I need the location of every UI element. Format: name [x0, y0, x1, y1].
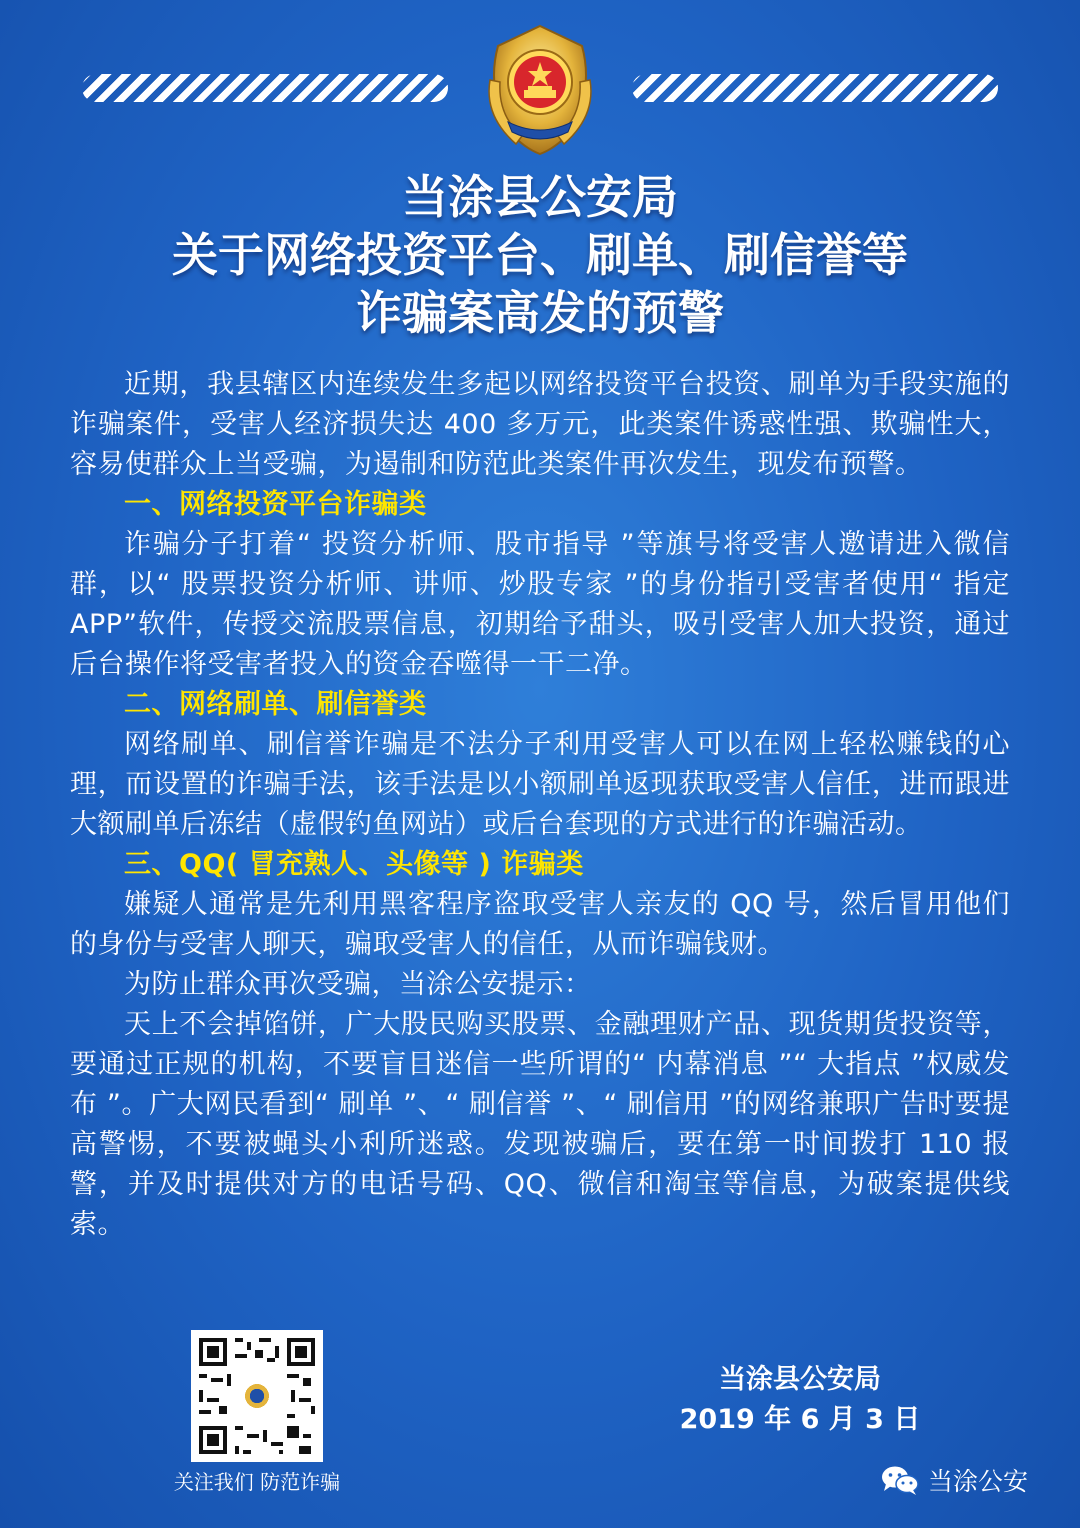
brushing-paragraph: 网络刷单、刷信誉诈骗是不法分子利用受害人可以在网上轻松赚钱的心理，而设置的诈骗手法，该手法是以小额刷单返现获取受害人信任，进而跟进大额刷单后冻结（虚假钓鱼网站）或后台套现的方式进行的诈骗活动。	[70, 729, 1010, 840]
wechat-icon	[880, 1464, 920, 1496]
signature-block	[650, 1360, 950, 1440]
title-line-2: 关于网络投资平台、刷单、刷信誉等	[172, 228, 908, 282]
police-emblem-icon	[470, 20, 610, 160]
notice-body	[70, 365, 1010, 1245]
qq-paragraph: 嫌疑人通常是先利用黑客程序盗取受害人亲友的 QQ 号，然后冒用他们的身份与受害人聊天，骗取受害人的信任，从而诈骗钱财。	[70, 889, 1010, 960]
qr-caption: 关注我们 防范诈骗	[173, 1470, 341, 1494]
wechat-account-name: 当涂公安	[928, 1467, 1029, 1496]
decorative-chevron-bar-right	[632, 74, 998, 102]
decorative-chevron-bar-left	[82, 74, 448, 102]
investment-paragraph: 诈骗分子打着“ 投资分析师、股市指导 ”等旗号将受害人邀请进入微信群，以“ 股票投资分析师、讲师、炒股专家 ”的身份指引受害者使用“ 指定 APP”软件，传授交流股票信息，初期给予甜头，吸引受害人加大投资，通过后台操作将受害者投入的资金吞噬得一干二净。	[70, 529, 1010, 680]
tip-intro-paragraph: 为防止群众再次受骗，当涂公安提示：	[124, 969, 592, 1000]
signature-org: 当涂县公安局	[719, 1364, 881, 1395]
wechat-account-badge	[880, 1460, 1028, 1500]
qr-code-icon	[191, 1330, 323, 1462]
intro-paragraph: 近期，我县辖区内连续发生多起以网络投资平台投资、刷单为手段实施的诈骗案件，受害人经济损失达 400 多万元，此类案件诱惑性强、欺骗性大，容易使群众上当受骗，为遏制和防范此类案件再次发生，现发布预警。	[70, 369, 1010, 480]
title-line-1: 当涂县公安局	[402, 170, 678, 224]
notice-title	[0, 168, 1080, 342]
section-heading-investment: 一、网络投资平台诈骗类	[124, 489, 427, 520]
qr-code[interactable]	[191, 1330, 323, 1462]
section-heading-brushing: 二、网络刷单、刷信誉类	[124, 689, 427, 720]
title-line-3: 诈骗案高发的预警	[356, 286, 724, 340]
tip-paragraph: 天上不会掉馅饼，广大股民购买股票、金融理财产品、现货期货投资等，要通过正规的机构，不要盲目迷信一些所谓的“ 内幕消息 ”“ 大指点 ”权威发布 ”。广大网民看到“ 刷单 ”、“ 刷信誉 ”、“ 刷信用 ”的网络兼职广告时要提高警惕，不要被蝇头小利所迷惑。发现被骗后，要在第一时间拨打 110 报警，并及时提供对方的电话号码、QQ、微信和淘宝等信息，为破案提供线索。	[70, 1009, 1010, 1240]
signature-date: 2019 年 6 月 3 日	[679, 1404, 921, 1435]
section-heading-qq: 三、QQ( 冒充熟人、头像等 ) 诈骗类	[124, 849, 584, 880]
